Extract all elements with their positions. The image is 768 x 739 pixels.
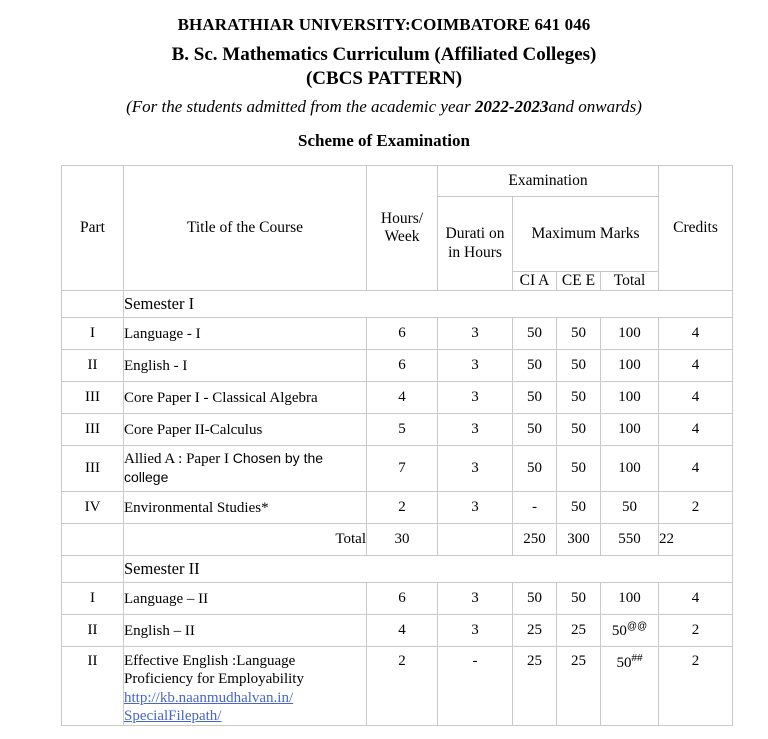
cell-course-title-text: Effective English :Language Proficiency for Employability xyxy=(124,653,304,688)
table-row xyxy=(62,583,733,615)
cell-credits: 2 xyxy=(659,492,733,524)
cell-part: III xyxy=(62,414,124,446)
cell-total: 100 xyxy=(601,318,659,350)
section-label-semester-2: Semester II xyxy=(124,556,733,583)
table-body xyxy=(62,291,733,726)
scheme-table-container xyxy=(0,165,768,726)
header-cee: CE E xyxy=(557,271,601,290)
cell-total: 100 xyxy=(601,382,659,414)
section-header-row xyxy=(62,291,733,318)
total-row-cee: 300 xyxy=(557,524,601,556)
cell-part: III xyxy=(62,382,124,414)
cell-credits: 2 xyxy=(659,647,733,726)
total-row-credits: 22 xyxy=(659,524,733,556)
header-duration-in-hours: Durati on in Hours xyxy=(438,197,513,291)
cell-hours: 6 xyxy=(367,583,438,615)
cell-duration: 3 xyxy=(438,492,513,524)
cell-cia: - xyxy=(513,492,557,524)
total-row-part-blank xyxy=(62,524,124,556)
total-row-duration xyxy=(438,524,513,556)
cell-cia: 50 xyxy=(513,350,557,382)
cell-credits: 4 xyxy=(659,446,733,492)
cell-hours: 4 xyxy=(367,615,438,647)
cell-cia: 50 xyxy=(513,414,557,446)
cell-course-title: Language – II xyxy=(124,583,367,615)
cell-part: I xyxy=(62,318,124,350)
table-row xyxy=(62,350,733,382)
cell-cia: 50 xyxy=(513,318,557,350)
cell-cia: 50 xyxy=(513,446,557,492)
pattern-title: (CBCS PATTERN) xyxy=(305,68,463,90)
cell-hours: 6 xyxy=(367,350,438,382)
university-title: BHARATHIAR UNIVERSITY:COIMBATORE 641 046 xyxy=(177,15,591,34)
cell-course-title: Environmental Studies* xyxy=(124,492,367,524)
cell-total: 100 xyxy=(601,583,659,615)
total-row-label: Total xyxy=(124,524,367,556)
cell-total: 50 xyxy=(601,492,659,524)
cell-part: I xyxy=(62,583,124,615)
admitted-suffix: and onwards) xyxy=(548,97,642,117)
cell-duration: 3 xyxy=(438,350,513,382)
header-part: Part xyxy=(62,166,124,291)
header-title-of-course: Title of the Course xyxy=(124,166,367,291)
header-cia: CI A xyxy=(513,271,557,290)
cell-duration: 3 xyxy=(438,382,513,414)
cell-course-title: Language - I xyxy=(124,318,367,350)
admitted-note xyxy=(0,96,768,118)
cell-cee: 50 xyxy=(557,583,601,615)
cell-credits: 4 xyxy=(659,318,733,350)
cell-hours: 2 xyxy=(367,647,438,726)
section-header-row xyxy=(62,556,733,583)
total-row-hours: 30 xyxy=(367,524,438,556)
section-part-blank xyxy=(62,291,124,318)
cell-course-title: Core Paper I - Classical Algebra xyxy=(124,382,367,414)
cell-duration: 3 xyxy=(438,446,513,492)
cell-course-title xyxy=(124,647,367,726)
table-row xyxy=(62,492,733,524)
section-part-blank xyxy=(62,556,124,583)
cell-cee: 50 xyxy=(557,414,601,446)
header-credits: Credits xyxy=(659,166,733,291)
course-link-line-2: SpecialFilepath/ xyxy=(124,708,222,725)
cell-duration: 3 xyxy=(438,615,513,647)
cell-total: 100 xyxy=(601,446,659,492)
cell-credits: 4 xyxy=(659,350,733,382)
course-link-line-1: http://kb.naanmudhalvan.in/ xyxy=(124,689,294,706)
cell-course-title: Core Paper II-Calculus xyxy=(124,414,367,446)
cell-hours: 4 xyxy=(367,382,438,414)
header-total: Total xyxy=(601,271,659,290)
scheme-of-examination-table xyxy=(61,165,733,726)
total-row-total: 550 xyxy=(601,524,659,556)
cell-cee: 50 xyxy=(557,446,601,492)
table-row xyxy=(62,615,733,647)
cell-total: 100 xyxy=(601,414,659,446)
cell-cia: 50 xyxy=(513,583,557,615)
cell-total-footnote-marker: ## xyxy=(631,653,643,665)
cell-cee: 50 xyxy=(557,318,601,350)
cell-credits: 4 xyxy=(659,382,733,414)
cell-hours: 6 xyxy=(367,318,438,350)
cell-course-title: English - I xyxy=(124,350,367,382)
cell-part: II xyxy=(62,647,124,726)
cell-duration: - xyxy=(438,647,513,726)
cell-total-footnote-marker: @@ xyxy=(626,621,648,633)
cell-duration: 3 xyxy=(438,414,513,446)
table-head xyxy=(62,166,733,291)
programme-title: B. Sc. Mathematics Curriculum (Affiliated Colleges) xyxy=(171,44,597,66)
cell-credits: 4 xyxy=(659,414,733,446)
cell-total xyxy=(601,647,659,726)
header-maximum-marks: Maximum Marks xyxy=(513,197,659,272)
section-label-semester-1: Semester I xyxy=(124,291,733,318)
cell-cee: 50 xyxy=(557,350,601,382)
table-row xyxy=(62,382,733,414)
cell-cia: 50 xyxy=(513,382,557,414)
cell-part: II xyxy=(62,615,124,647)
course-link[interactable] xyxy=(124,690,293,724)
table-row xyxy=(62,446,733,492)
cell-cia: 25 xyxy=(513,647,557,726)
cell-hours: 5 xyxy=(367,414,438,446)
cell-total-value: 50 xyxy=(616,655,632,672)
cell-cee: 25 xyxy=(557,615,601,647)
cell-credits: 4 xyxy=(659,583,733,615)
scheme-title: Scheme of Examination xyxy=(298,131,470,151)
cell-total: 100 xyxy=(601,350,659,382)
admitted-year: 2022-2023 xyxy=(474,97,549,117)
cell-cia: 25 xyxy=(513,615,557,647)
admitted-prefix: (For the students admitted from the academic year xyxy=(126,97,475,117)
cell-course-title-serif: Allied A : Paper I xyxy=(124,451,233,468)
header-examination: Examination xyxy=(438,166,659,197)
cell-credits: 2 xyxy=(659,615,733,647)
cell-part: III xyxy=(62,446,124,492)
table-row xyxy=(62,647,733,726)
cell-course-title-sans: Chosen by the college xyxy=(124,450,324,485)
cell-course-title xyxy=(124,446,367,492)
cell-total xyxy=(601,615,659,647)
header-hours-per-week: Hours/ Week xyxy=(367,166,438,291)
cell-course-title: English – II xyxy=(124,615,367,647)
cell-hours: 7 xyxy=(367,446,438,492)
cell-cee: 50 xyxy=(557,382,601,414)
cell-duration: 3 xyxy=(438,583,513,615)
document-heading xyxy=(0,0,768,151)
cell-hours: 2 xyxy=(367,492,438,524)
semester-total-row xyxy=(62,524,733,556)
cell-duration: 3 xyxy=(438,318,513,350)
table-row xyxy=(62,414,733,446)
table-row xyxy=(62,318,733,350)
header-row-1 xyxy=(62,166,733,197)
cell-part: IV xyxy=(62,492,124,524)
cell-total-value: 50 xyxy=(611,623,627,640)
cell-part: II xyxy=(62,350,124,382)
total-row-cia: 250 xyxy=(513,524,557,556)
cell-cee: 25 xyxy=(557,647,601,726)
cell-cee: 50 xyxy=(557,492,601,524)
